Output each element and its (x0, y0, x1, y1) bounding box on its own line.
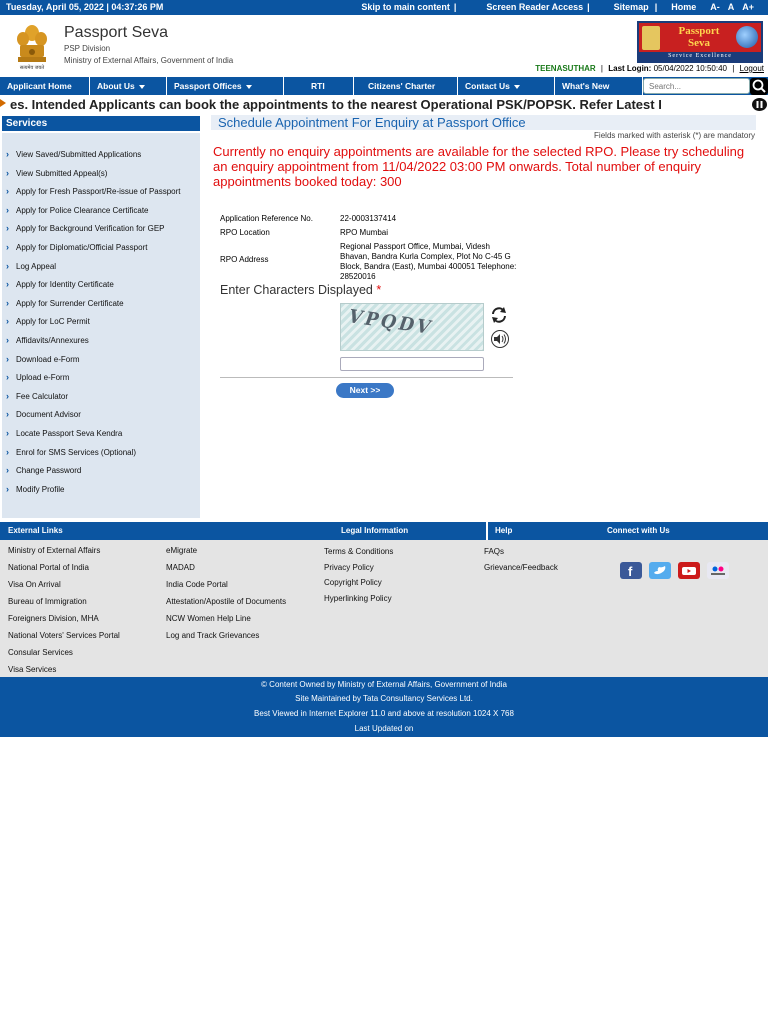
footer-link[interactable]: Foreigners Division, MHA (8, 614, 99, 623)
last-updated-text: Last Updated on (354, 724, 414, 733)
sidebar-item[interactable] (2, 447, 200, 458)
footer-link[interactable]: NCW Women Help Line (166, 614, 251, 623)
sidebar-item[interactable] (2, 484, 200, 495)
logo-line1: Passport (678, 25, 720, 37)
last-login-value: 05/04/2022 10:50:40 (653, 64, 727, 73)
chevron-right-icon: › (6, 167, 9, 178)
separator: | (732, 64, 735, 73)
help-heading: Help (495, 526, 513, 535)
top-bar (0, 0, 768, 15)
maintained-by-text: Site Maintained by Tata Consultancy Services Ltd. (295, 694, 473, 703)
sidebar-item-label: Locate Passport Seva Kendra (16, 428, 123, 438)
captcha-label-text: Enter Characters Displayed (220, 283, 373, 297)
sidebar-item[interactable] (2, 354, 200, 365)
logo-tagline: Service Excellence (639, 52, 761, 61)
footer-link[interactable]: Hyperlinking Policy (324, 593, 392, 603)
flickr-icon[interactable] (707, 562, 729, 579)
rpo-address-value: Regional Passport Office, Mumbai, Videsh Bhavan, Bandra Kurla Complex, Plot No C-45 G Block, Bandra (East), Mumbai 400051 Telephone: 28520016 (340, 242, 517, 281)
required-asterisk: * (376, 283, 382, 297)
chevron-right-icon: › (6, 223, 9, 234)
national-emblem-logo[interactable] (12, 23, 52, 75)
sidebar-item-label: Apply for Fresh Passport/Re-issue of Passport (16, 187, 181, 197)
captcha-text: VPQDV (345, 306, 437, 339)
sidebar-item-label: Upload e-Form (16, 373, 70, 383)
user-session-info (535, 64, 764, 73)
chevron-down-icon (514, 85, 520, 89)
chevron-down-icon (139, 85, 145, 89)
chevron-right-icon: › (6, 316, 9, 327)
sidebar-item-label: Document Advisor (16, 410, 81, 420)
captcha-image (340, 303, 484, 351)
sidebar-item-label: Apply for LoC Permit (16, 317, 90, 327)
services-sidebar (2, 116, 200, 518)
sidebar-item-label: Apply for Identity Certificate (16, 280, 114, 290)
mandatory-note: Fields marked with asterisk (*) are mandatory (594, 131, 755, 140)
sidebar-item-label: Download e-Form (16, 354, 80, 364)
chevron-right-icon: › (6, 260, 9, 271)
chevron-down-icon (246, 85, 252, 89)
rpo-location-label: RPO Location (220, 228, 270, 237)
sidebar-item[interactable] (2, 391, 200, 402)
sidebar-item-label: Log Appeal (16, 261, 57, 271)
chevron-right-icon: › (6, 279, 9, 290)
help-links (484, 547, 558, 578)
sidebar-item[interactable] (2, 335, 200, 346)
audio-captcha-icon[interactable] (489, 330, 511, 348)
nav-label: Contact Us (465, 81, 510, 91)
footer-link[interactable]: National Portal of India (8, 563, 89, 572)
font-decrease-button[interactable]: A- (710, 2, 720, 12)
sidebar-item[interactable] (2, 186, 200, 197)
footer-link[interactable]: Visa On Arrival (8, 580, 61, 589)
nav-contact-us[interactable] (458, 77, 555, 95)
external-links-col2 (166, 546, 286, 648)
chevron-right-icon: › (6, 297, 9, 308)
emblem-caption: सत्यमेव जयते (19, 65, 45, 71)
logout-link[interactable]: Logout (739, 64, 764, 73)
chevron-right-icon: › (6, 149, 9, 159)
nav-label: Applicant Home (7, 81, 72, 91)
home-link[interactable]: Home (671, 2, 697, 12)
footer-link[interactable]: Bureau of Immigration (8, 597, 87, 606)
font-normal-button[interactable]: A (727, 2, 735, 12)
chevron-right-icon: › (6, 241, 9, 252)
date-time: Tuesday, April 05, 2022 | 04:37:26 PM (6, 2, 164, 12)
sidebar-heading: Services (2, 116, 200, 133)
footer-link[interactable]: National Voters' Services Portal (8, 631, 120, 640)
error-message: Currently no enquiry appointments are available for the selected RPO. Please try scheduling an enquiry appointment from 11/04/2022 03:00 PM onwards. Total number of enquiry appointments booked today: 300 (213, 144, 745, 189)
footer-link[interactable]: Log and Track Grievances (166, 631, 260, 640)
sidebar-item[interactable] (2, 465, 200, 476)
sidebar-item[interactable] (2, 316, 200, 327)
ticker-text[interactable]: es. Intended Applicants can book the appointments to the nearest Operational PSK/POPSK. Refer Latest I (10, 97, 662, 112)
footer-link[interactable]: Consular Services (8, 648, 73, 657)
captcha-label (220, 283, 381, 297)
chevron-right-icon: › (6, 446, 9, 457)
footer-link[interactable]: India Code Portal (166, 580, 228, 589)
last-login-label: Last Login: (608, 64, 652, 73)
screen-reader-link[interactable]: Screen Reader Access (486, 2, 584, 12)
chevron-right-icon: › (6, 390, 9, 401)
external-links-col1 (8, 546, 120, 682)
chevron-right-icon: › (6, 334, 9, 345)
legal-links (324, 547, 393, 609)
sidebar-item-label: View Submitted Appeal(s) (16, 168, 108, 178)
nav-label: What's New (562, 81, 610, 91)
site-header (0, 15, 768, 77)
sidebar-item-label: Modify Profile (16, 484, 65, 494)
sidebar-item-label: Enrol for SMS Services (Optional) (16, 447, 137, 457)
nav-label: Citizens' Charter (368, 81, 436, 91)
services-list (2, 149, 200, 502)
sidebar-item[interactable] (2, 428, 200, 439)
copyright-text: © Content Owned by Ministry of External Affairs, Government of India (261, 680, 507, 689)
top-links (361, 2, 768, 12)
sidebar-item[interactable] (2, 223, 200, 234)
sidebar-item[interactable] (2, 149, 200, 160)
sidebar-item[interactable] (2, 279, 200, 290)
next-button[interactable]: Next >> (336, 383, 394, 398)
separator: | (453, 2, 457, 12)
footer-link[interactable]: eMigrate (166, 546, 198, 555)
sidebar-item-label: Apply for Diplomatic/Official Passport (16, 242, 148, 252)
username: TEENASUTHAR (535, 64, 596, 73)
legal-info-heading: Legal Information (341, 526, 409, 535)
footer-link[interactable]: Privacy Policy (324, 562, 374, 572)
external-links-heading: External Links (8, 526, 63, 535)
best-viewed-text: Best Viewed in Internet Explorer 11.0 and above at resolution 1024 X 768 (254, 709, 514, 718)
sidebar-item-label: Apply for Police Clearance Certificate (16, 205, 149, 215)
nav-label: Passport Offices (174, 81, 242, 91)
svg-text:f: f (628, 564, 633, 579)
pause-icon[interactable] (752, 98, 767, 111)
search-icon (750, 78, 768, 95)
sidebar-item[interactable] (2, 409, 200, 420)
chevron-right-icon: › (6, 186, 9, 197)
rpo-address-label: RPO Address (220, 255, 269, 264)
footer-heading-bar (0, 522, 768, 540)
copyright-bar (0, 677, 768, 737)
division-name: PSP Division (64, 44, 111, 53)
search-button[interactable] (750, 78, 768, 95)
search-input[interactable] (643, 78, 750, 94)
separator: | (654, 2, 658, 12)
nav-passport-offices[interactable] (167, 77, 284, 95)
youtube-icon[interactable] (678, 562, 700, 579)
news-ticker (0, 96, 768, 113)
nav-citizens-charter[interactable] (354, 77, 458, 95)
font-increase-button[interactable]: A+ (742, 2, 754, 12)
sidebar-item[interactable] (2, 168, 200, 179)
nav-whats-new[interactable] (555, 77, 643, 95)
footer-link[interactable]: Attestation/Apostile of Documents (166, 597, 287, 606)
footer-link[interactable]: FAQs (484, 547, 505, 556)
captcha-input[interactable] (340, 357, 484, 371)
chevron-right-icon: › (6, 409, 9, 420)
chevron-right-icon: › (6, 427, 9, 438)
chevron-right-icon: › (6, 204, 9, 215)
sidebar-item[interactable] (2, 372, 200, 383)
twitter-icon[interactable] (649, 562, 671, 579)
footer-link[interactable]: Terms & Conditions (324, 547, 394, 556)
nav-label: About Us (97, 81, 135, 91)
arn-label: Application Reference No. (220, 214, 313, 223)
sidebar-item-label: Apply for Background Verification for GEP (16, 224, 165, 234)
footer-link[interactable]: MADAD (166, 563, 195, 572)
nav-rti[interactable] (284, 77, 354, 95)
rpo-location-value: RPO Mumbai (340, 228, 389, 237)
sidebar-item-label: Change Password (16, 466, 82, 476)
page-title: Schedule Appointment For Enquiry at Passport Office (211, 115, 756, 130)
site-title: Passport Seva (64, 24, 169, 41)
sidebar-item[interactable] (2, 242, 200, 253)
sidebar-item-label: Fee Calculator (16, 391, 69, 401)
chevron-right-icon: › (6, 483, 9, 494)
passport-seva-logo[interactable] (637, 21, 763, 63)
facebook-icon[interactable] (620, 562, 642, 579)
chevron-right-icon: › (6, 372, 9, 383)
sidebar-item-label: Apply for Surrender Certificate (16, 298, 124, 308)
skip-to-content-link[interactable]: Skip to main content (361, 2, 450, 12)
footer-link[interactable]: Ministry of External Affairs (8, 546, 101, 555)
sidebar-item-label: Affidavits/Annexures (16, 335, 89, 345)
refresh-captcha-icon[interactable] (489, 306, 509, 324)
separator: | (600, 64, 603, 73)
nav-applicant-home[interactable] (0, 77, 90, 95)
logo-text (661, 25, 737, 53)
footer-link[interactable]: Visa Services (8, 665, 57, 674)
arn-value: 22-0003137414 (340, 214, 397, 223)
divider (220, 377, 513, 378)
logo-emblem-icon (642, 26, 660, 50)
sitemap-link[interactable]: Sitemap (613, 2, 649, 12)
nav-label: RTI (311, 81, 325, 91)
nav-about-us[interactable] (90, 77, 167, 95)
ministry-name: Ministry of External Affairs, Government of India (64, 56, 234, 65)
ticker-arrow-icon (0, 99, 6, 107)
sidebar-item[interactable] (2, 205, 200, 216)
divider (486, 522, 488, 540)
separator: | (587, 2, 590, 12)
chevron-right-icon: › (6, 465, 9, 476)
sidebar-item-label: View Saved/Submitted Applications (16, 150, 142, 159)
connect-heading: Connect with Us (607, 526, 670, 535)
globe-icon (736, 26, 758, 48)
footer-link[interactable]: Grievance/Feedback (484, 562, 558, 572)
footer-link[interactable]: Copyright Policy (324, 578, 382, 587)
sidebar-item[interactable] (2, 261, 200, 272)
sidebar-item[interactable] (2, 298, 200, 309)
footer-links (0, 540, 768, 677)
logo-line2: Seva (688, 37, 710, 49)
chevron-right-icon: › (6, 353, 9, 364)
social-links (620, 562, 729, 579)
